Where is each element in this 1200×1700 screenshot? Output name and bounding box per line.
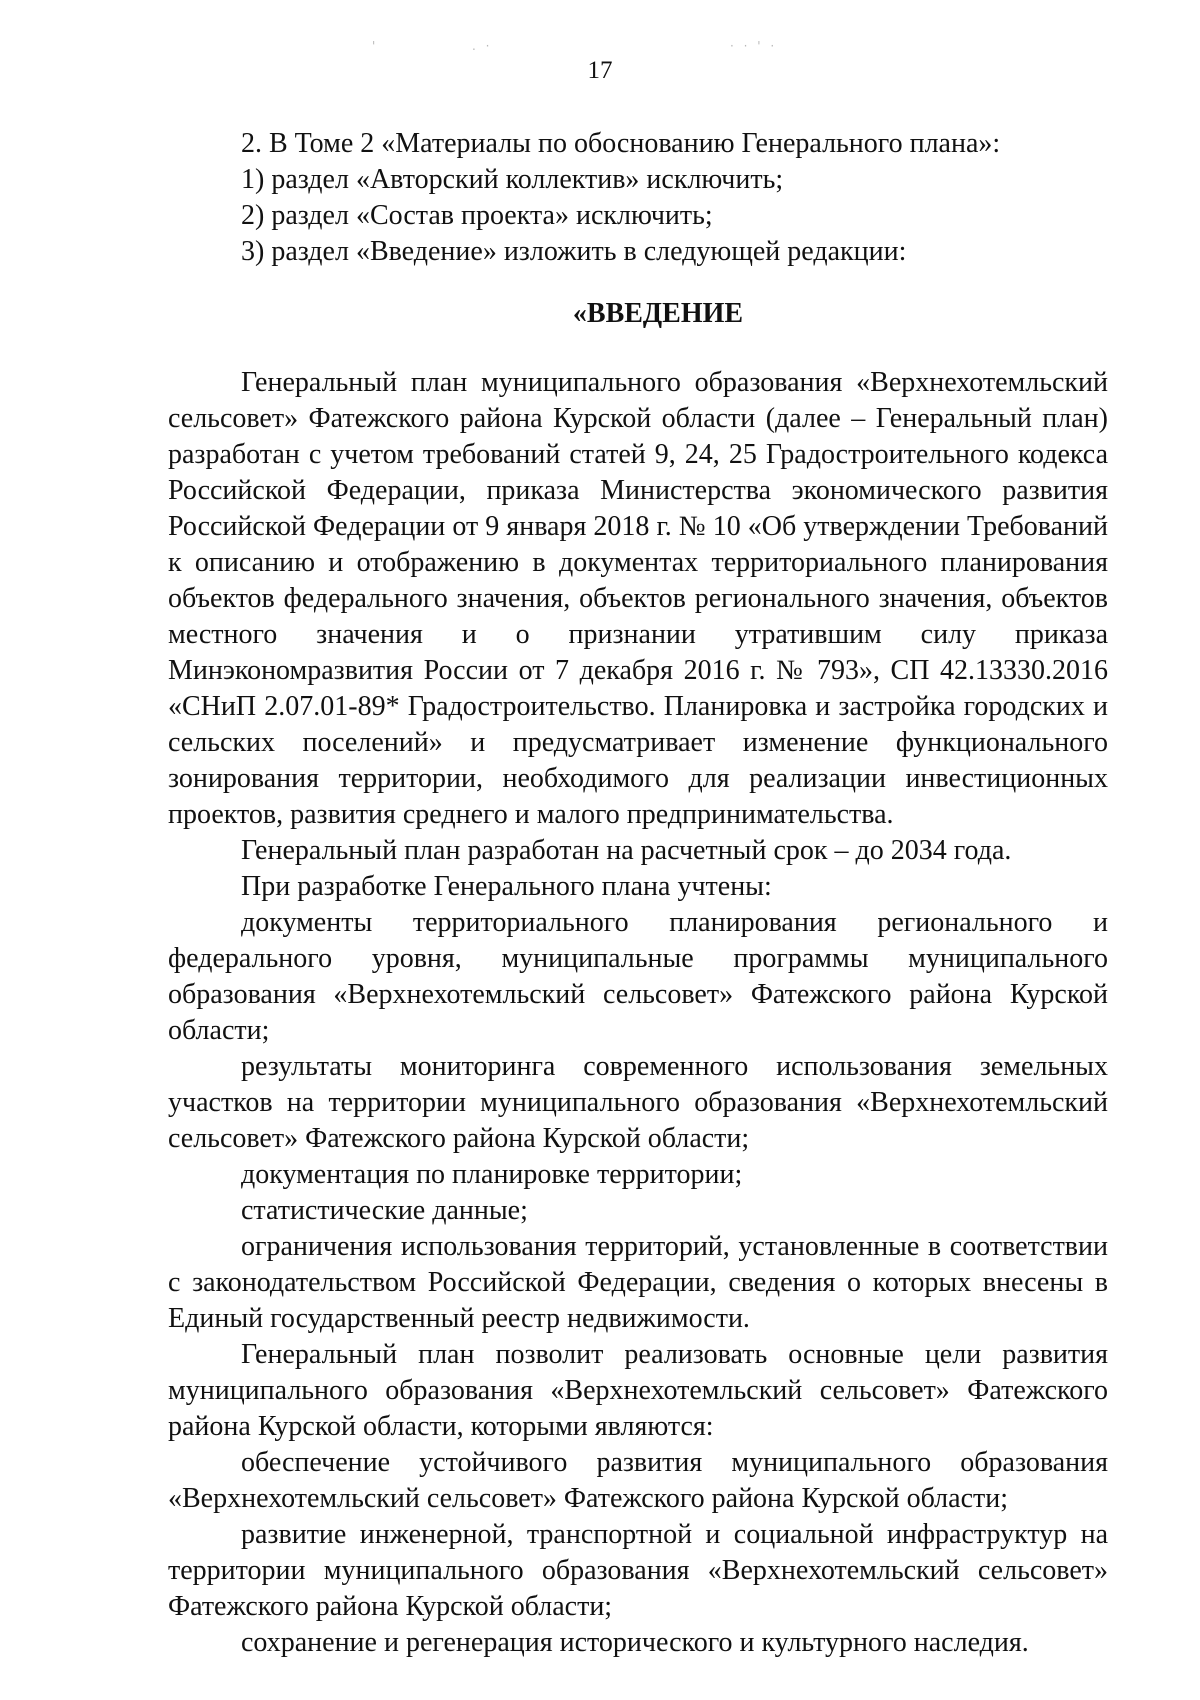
list-item: документация по планировке территории; [241, 1159, 743, 1190]
scan-specks: · · ' · [730, 39, 778, 53]
intro-line: 2. В Томе 2 «Материалы по обоснованию Генерального плана»: [241, 128, 1001, 159]
list-item: обеспечение устойчивого развития муниципального образования «Верхнехотемльский сельсовет» Фатежского района Курской области; [168, 1447, 1108, 1514]
paragraph-goals-intro: Генеральный план позволит реализовать основные цели развития муниципального образования «Верхнехотемльский сельсовет» Фатежского района Курской области, которыми являются: [168, 1339, 1108, 1442]
list-item: развитие инженерной, транспортной и социальной инфраструктур на территории муниципального образования «Верхнехотемльский сельсовет» Фатежского района Курской области; [168, 1519, 1108, 1622]
paragraph-general-plan-basis: Генеральный план муниципального образования «Верхнехотемльский сельсовет» Фатежского района Курской области (далее – Генеральный план) разработан с учетом требований статей 9, 24, 25 Градостроительного кодекса Российской Федерации, приказа Министерства экономического развития Российской Федерации от 9 января 2018 г. № 10 «Об утверждении Требований к описанию и отображению в документах территориального планирования объектов федерального значения, объектов регионального значения, объектов местного значения и о признании утратившим силу приказа Минэкономразвития России от 7 декабря 2016 г. № 793», СП 42.13330.2016 «СНиП 2.07.01-89* Градостроительство. Планировка и застройка городских и сельских поселений» и предусматривает изменение функционального зонирования территории, необходимого для реализации инвестиционных проектов, развития среднего и малого предпринимательства. [168, 367, 1108, 830]
paragraph-planning-horizon: Генеральный план разработан на расчетный срок – до 2034 года. [241, 835, 1012, 866]
document-body [168, 126, 1108, 1661]
scan-specks: . · [472, 39, 493, 53]
intro-line: 3) раздел «Введение» изложить в следующей редакции: [241, 236, 907, 267]
list-item: статистические данные; [241, 1195, 528, 1226]
list-item: результаты мониторинга современного использования земельных участков на территории муниципального образования «Верхнехотемльский сельсовет» Фатежского района Курской области; [168, 1051, 1108, 1154]
list-item: ограничения использования территорий, установленные в соответствии с законодательством Российской Федерации, сведения о которых внесены в Единый государственный реестр недвижимости. [168, 1231, 1108, 1334]
list-item: документы территориального планирования регионального и федерального уровня, муниципальные программы муниципального образования «Верхнехотемльский сельсовет» Фатежского района Курской области; [168, 907, 1108, 1046]
section-heading: «ВВЕДЕНИЕ [572, 298, 744, 329]
page-number: 17 [587, 57, 613, 84]
intro-line: 1) раздел «Авторский коллектив» исключить; [241, 164, 784, 195]
scan-specks: ' [372, 39, 379, 53]
list-item: сохранение и регенерация исторического и культурного наследия. [241, 1627, 1029, 1658]
paragraph-considered-intro: При разработке Генерального плана учтены: [241, 871, 772, 902]
intro-line: 2) раздел «Состав проекта» исключить; [241, 200, 713, 231]
